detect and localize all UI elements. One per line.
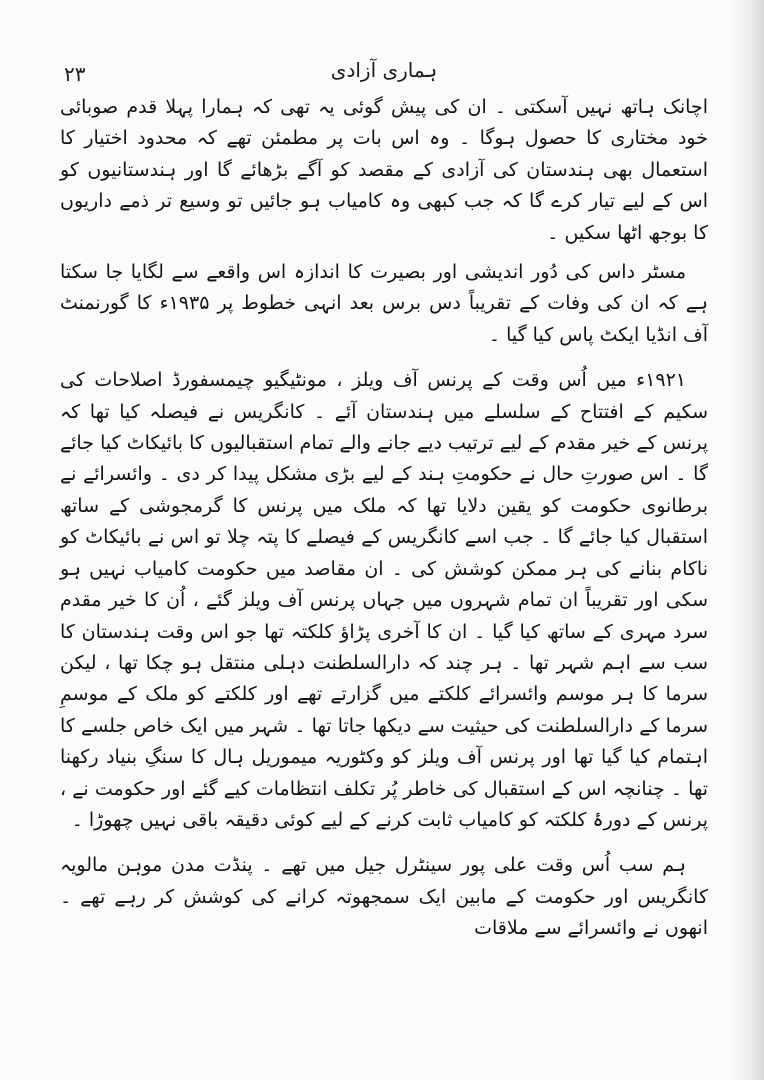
paragraph-1: اچانک ہاتھ نہیں آسکتی ۔ ان کی پیش گوئی یہ تھی کہ ہمارا پہلا قدم صوبائی خود مختاری کا حصول ہوگا ۔ وہ اس بات پر مطمئن تھے کہ محدود اختیار کا استعمال بھی ہندستان کی آزادی کے مقصد کو آگے بڑھائے گا اور ہندستانیوں کو اس کے لیے تیار کرے گا کہ جب کبھی وہ کامیاب ہو جائیں تو وسیع تر ذمے داریوں کا بوجھ اٹھا سکیں ۔ (60, 96, 708, 244)
body-text (60, 92, 708, 945)
paragraph-2: مسٹر داس کی دُور اندیشی اور بصیرت کا اندازہ اس واقعے سے لگایا جا سکتا ہے کہ ان کی وفات کے تقریباً دس برس بعد انہی خطوط پر ۱۹۳۵ء کا گورنمنٹ آف انڈیا ایکٹ پاس کیا گیا ۔ (60, 261, 709, 346)
page-number: ۲۳ (64, 62, 86, 86)
paragraph-3: ۱۹۲۱ء میں اُس وقت کے پرنس آف ویلز ، مونٹیگیو چیمسفورڈ اصلاحات کی سکیم کے افتتاح کے سلسلے میں ہندستان آئے ۔ کانگریس نے فیصلہ کیا تھا کہ پرنس کے خیر مقدم کے لیے ترتیب دیے جانے والے تمام استقبالیوں کا بائیکاٹ کیا جائے گا ۔ اس صورتِ حال نے حکومتِ ہند کے لیے بڑی مشکل پیدا کر دی ۔ وائسرائے نے برطانوی حکومت کو یقین دلایا تھا کہ ملک میں پرنس کا گرمجوشی کے ساتھ استقبال کیا جائے گا ۔ جب اسے کانگریس کے فیصلے کا پتہ چلا تو اس نے بائیکاٹ کو ناکام بنانے کی ہر ممکن کوشش کی ۔ ان مقاصد میں حکومت کامیاب نہیں ہو سکی اور تقریباً ان تمام شہروں میں جہاں پرنس آف ویلز گئے ، اُن کا خیر مقدم سرد مہری کے ساتھ کیا گیا ۔ ان کا آخری پڑاؤ کلکتہ تھا جو اس وقت ہندستان کا سب سے اہم شہر تھا ۔ ہر چند کہ دارالسلطنت دہلی منتقل ہو چکا تھا ، لیکن سرما کا ہر موسم وائسرائے کلکتے میں گزارتے تھے اور کلکتے کو ملک کے موسمِ سرما کے دارالسلطنت کی حیثیت سے دیکھا جاتا تھا ۔ شہر میں ایک خاص جلسے کا اہتمام کیا گیا تھا اور پرنس آف ویلز کو وکٹوریہ میموریل ہال کا سنگِ بنیاد رکھنا تھا ۔ چنانچہ اس کے استقبال کی خاطر پُر تکلف انتظامات کیے گئے اور حکومت نے ، پرنس کے دورۂ کلکتہ کو کامیاب ثابت کرنے کے لیے کوئی دقیقہ باقی نہیں چھوڑا ۔ (60, 369, 708, 831)
page-header (64, 56, 704, 90)
page-binding-shadow (730, 0, 764, 1080)
running-title: ہماری آزادی (330, 58, 438, 82)
paragraph-4: ہم سب اُس وقت علی پور سینٹرل جیل میں تھے ۔ پنڈت مدن موہن مالویہ کانگریس اور حکومت کے مابین ایک سمجھوتہ کرانے کی کوشش کر رہے تھے ۔ انھوں نے وائسرائے سے ملاقات (60, 854, 708, 940)
